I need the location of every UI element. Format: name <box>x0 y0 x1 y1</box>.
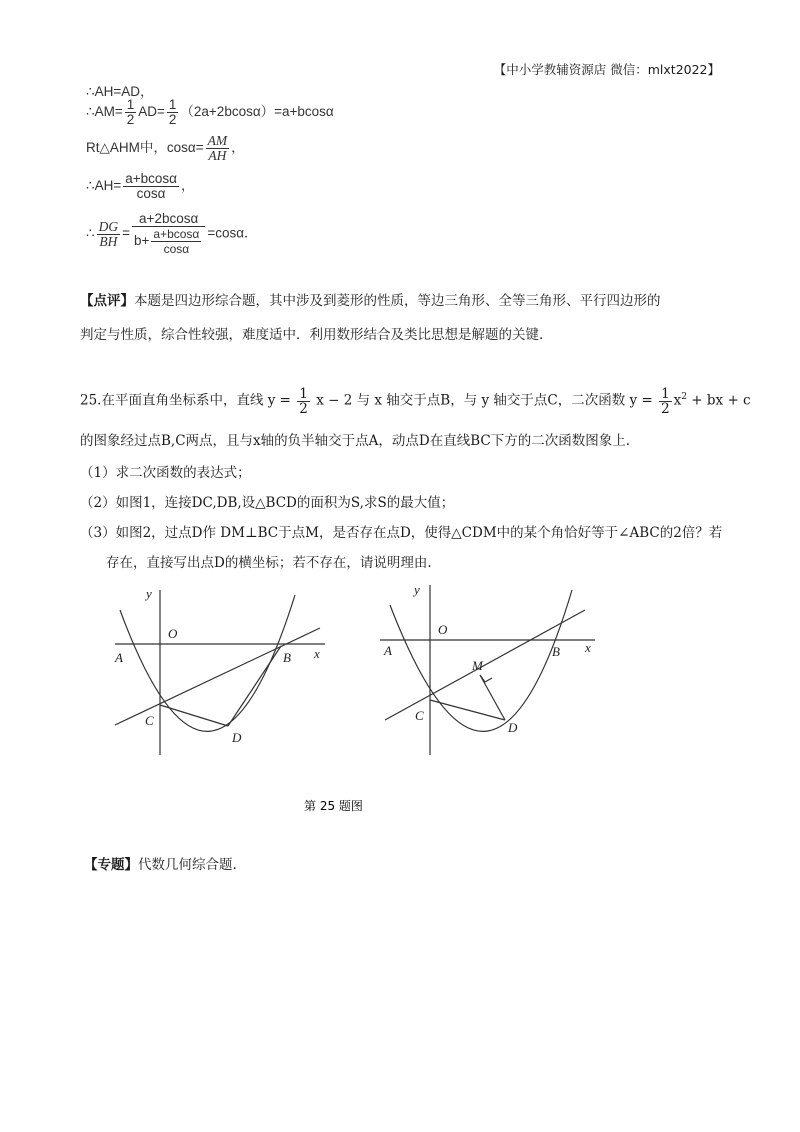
line-bc <box>385 610 585 720</box>
fraction: $\frac{a+bcos\alpha}{\cos\alpha}$ <box>125 171 177 201</box>
label-m: M <box>472 658 483 673</box>
label-b: B <box>283 650 291 665</box>
solution-line-3: Rt△AHM中，cosα= $\frac{AM}{AH}$ ， <box>86 133 245 163</box>
solution-line-2: ∴AM= $\frac{1}{2}$ AD= $\frac{1}{2}$ （2a+2bcosα）=a+bcosα <box>86 97 334 127</box>
label-d: D <box>508 720 518 735</box>
right-angle-mark <box>480 675 492 682</box>
label-o: O <box>168 626 178 641</box>
figure-25 <box>100 580 640 820</box>
question-3-line-1: （3）如图2，过点D作 DM⊥BC于点M，是否存在点D，使得△CDM中的某个角恰好等于∠ABC的2倍？若 <box>80 525 723 541</box>
question-3-line-2: 存在，直接写出点D的横坐标；若不存在，请说明理由. <box>106 555 432 571</box>
segment-db <box>228 646 281 726</box>
label-a: A <box>384 643 392 658</box>
topic-line: 【专题】代数几何综合题. <box>84 857 237 873</box>
parabola <box>120 595 295 731</box>
label-d: D <box>232 730 242 745</box>
label-o: O <box>438 622 448 637</box>
label-x: x <box>314 646 320 661</box>
figure-group-caption: 第 25 题图 <box>304 799 363 813</box>
fraction: $\frac{1}{2}$ <box>126 97 135 127</box>
question-2: （2）如图1，连接DC,DB,设△BCD的面积为S,求S的最大值； <box>80 495 455 511</box>
compound-fraction: a+2bcosα b+ $\frac{a+bcos\alpha}{\cos\alpha}$ <box>132 212 205 256</box>
segment-dm <box>480 675 505 720</box>
label-y: y <box>146 586 152 601</box>
caption-fig-1: 图 1 <box>192 767 216 781</box>
fraction: $\frac{1}{2}$ <box>661 385 670 417</box>
label-x: x <box>585 640 591 655</box>
figure-2 <box>380 582 595 778</box>
label-c: C <box>145 713 154 728</box>
segment-cd <box>160 705 228 726</box>
question-1: （1）求二次函数的表达式； <box>80 465 251 481</box>
figure-1 <box>114 586 325 781</box>
solution-line-4: ∴AH= $\frac{a+bcos\alpha}{\cos\alpha}$ ， <box>86 171 195 201</box>
topic-label: 【专题】 <box>84 857 138 873</box>
label-c: C <box>415 708 424 723</box>
problem-line-1: 25.在平面直角坐标系中，直线 y = $\frac{1}{2}$ x − 2 与 x 轴交于点B，与 y 轴交于点C，二次函数 y = $\frac{1}{2}$ $x^2$ + bx + c <box>80 385 751 417</box>
solution-l2-prefix: ∴AM= <box>86 104 123 120</box>
fraction: $\frac{1}{2}$ <box>168 97 177 127</box>
caption-fig-2: 图 2 <box>472 764 496 778</box>
label-a: A <box>115 650 123 665</box>
label-y: y <box>414 582 420 597</box>
problem-line-2: 的图象经过点B,C两点，且与x轴的负半轴交于点A，动点D在直线BC下方的二次函数图象上. <box>80 433 631 449</box>
comment-line-1: 【点评】本题是四边形综合题，其中涉及到菱形的性质，等边三角形、全等三角形、平行四边形的 <box>80 293 661 309</box>
fraction: $\frac{1}{2}$ <box>299 385 308 417</box>
comment-label: 【点评】 <box>80 293 134 309</box>
solution-line-1: ∴AH=AD， <box>86 84 154 99</box>
segment-cd <box>430 700 505 720</box>
header-tag: 【中小学教辅资源店 微信：mlxt2022】 <box>493 62 720 77</box>
fraction: $\frac{DG}{BH}$ <box>98 218 119 249</box>
label-b: B <box>552 644 560 659</box>
comment-line-2: 判定与性质，综合性较强，难度适中．利用数形结合及类比思想是解题的关键． <box>80 327 553 343</box>
fraction: $\frac{AM}{AH}$ <box>207 133 228 163</box>
line-bc <box>115 628 320 725</box>
solution-line-5: ∴ $\frac{DG}{BH}$ = a+2bcosα b+ $\frac{a+bcos\alpha}{\cos\alpha}$ =cosα． <box>86 211 258 256</box>
inner-fraction: $\frac{a+bcos\alpha}{\cos\alpha}$ <box>153 227 200 256</box>
